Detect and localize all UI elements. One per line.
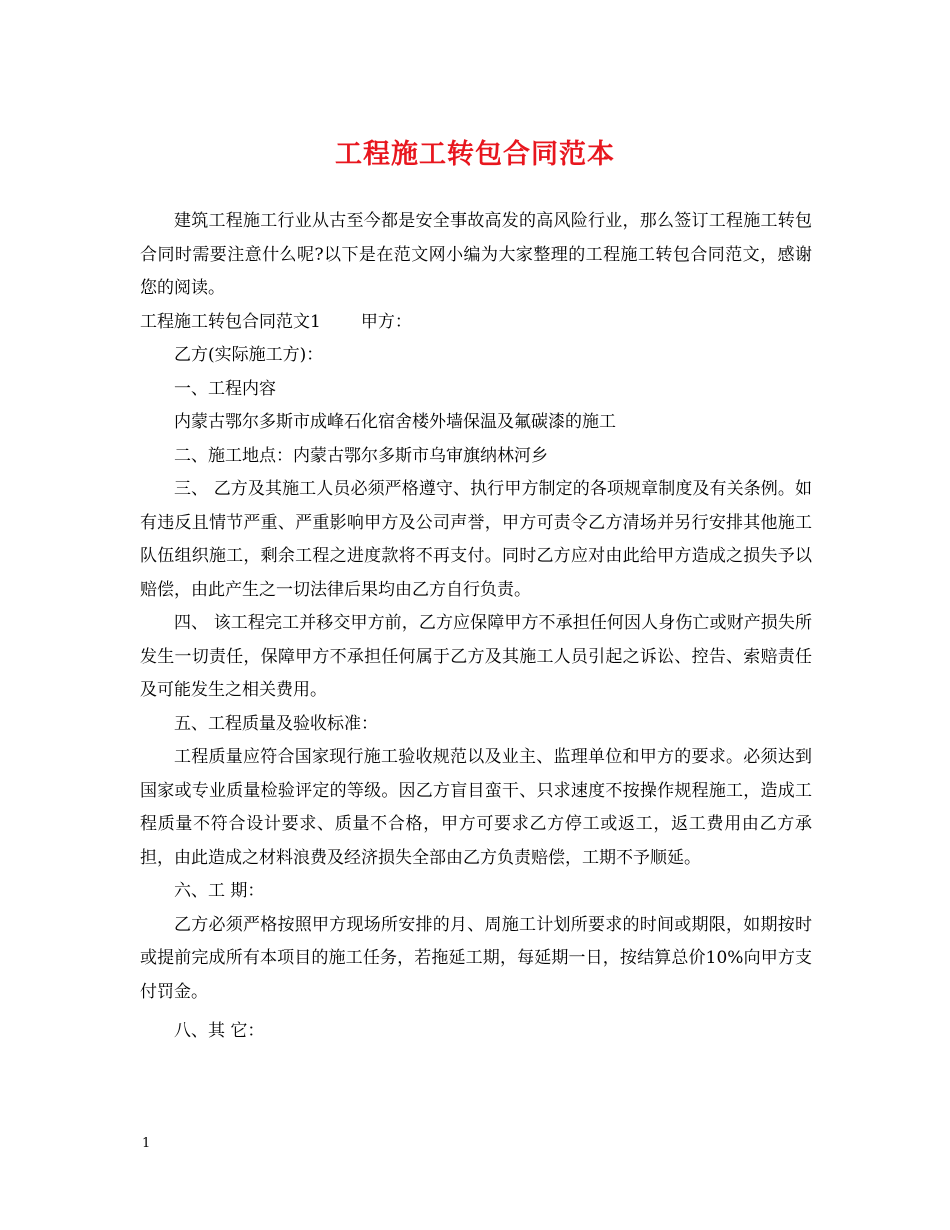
section-1-title: 一、工程内容	[174, 378, 276, 399]
section-4: 四、 该工程完工并移交甲方前，乙方应保障甲方不承担任何因人身伤亡或财产损失所发生一切责任，保障甲方不承担任何属于乙方及其施工人员引起之诉讼、控告、索赔责任及可能发生之相关费用。	[140, 613, 812, 700]
section-8-title: 八、其 它：	[174, 1021, 265, 1041]
section-3: 三、 乙方及其施工人员必须严格遵守、执行甲方制定的各项规章制度及有关条例。如有违反且情节严重、严重影响甲方及公司声誉，甲方可责令乙方清场并另行安排其他施工队伍组织施工，剩余工程之进度款将不再支付。同时乙方应对由此给甲方造成之损失予以赔偿，由此产生之一切法律后果均由乙方自行负责。	[140, 479, 812, 600]
section-2: 二、施工地点：内蒙古鄂尔多斯市乌审旗纳林河乡	[174, 445, 548, 466]
party-b-label: 乙方(实际施工方)：	[174, 345, 324, 365]
section-6-title: 六、工 期：	[174, 881, 265, 901]
section-5-body: 工程质量应符合国家现行施工验收规范以及业主、监理单位和甲方的要求。必须达到国家或专业质量检验评定的等级。因乙方盲目蛮干、只求速度不按操作规程施工，造成工程质量不符合设计要求、质量不合格，甲方可要求乙方停工或返工，返工费用由乙方承担，由此造成之材料浪费及经济损失全部由乙方负责赔偿，工期不予顺延。	[140, 747, 812, 868]
intro-paragraph: 建筑工程施工行业从古至今都是安全事故高发的高风险行业，那么签订工程施工转包合同时需要注意什么呢?以下是在范文网小编为大家整理的工程施工转包合同范文，感谢您的阅读。	[140, 211, 812, 298]
section-1-body: 内蒙古鄂尔多斯市成峰石化宿舍楼外墙保温及氟碳漆的施工	[174, 412, 616, 432]
page-number: 1	[142, 1136, 151, 1151]
section-6-body: 乙方必须严格按照甲方现场所安排的月、周施工计划所要求的时间或期限，如期按时或提前完成所有本项目的施工任务，若拖延工期，每延期一日，按结算总价10%向甲方支付罚金。	[140, 914, 812, 1002]
document-title: 工程施工转包合同范本	[335, 139, 615, 170]
contract-heading	[140, 306, 812, 340]
party-a-label: 甲方：	[360, 311, 412, 332]
section-5-title: 五、工程质量及验收标准：	[174, 713, 378, 734]
document-body	[140, 205, 812, 1049]
contract-heading-title: 工程施工转包合同范文1	[140, 311, 321, 332]
